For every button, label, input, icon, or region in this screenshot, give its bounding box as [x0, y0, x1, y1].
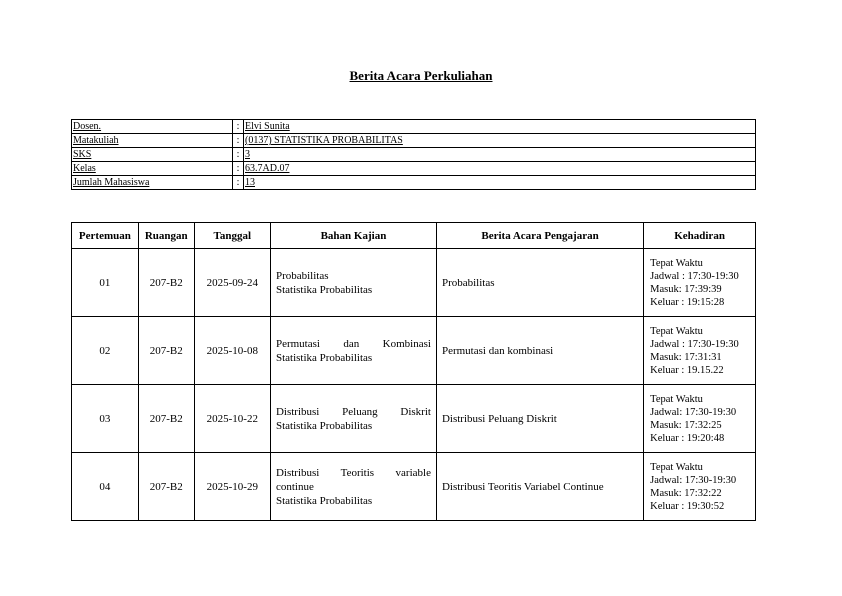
bahan-course: Statistika Probabilitas: [275, 351, 373, 364]
header-tanggal: Tanggal: [194, 223, 270, 249]
kehadiran-keluar: Keluar : 19:15:28: [650, 296, 725, 308]
bahan-course: Statistika Probabilitas: [275, 419, 373, 432]
kehadiran-masuk: Masuk: 17:31:31: [650, 351, 722, 363]
bahan-course: Statistika Probabilitas: [275, 494, 373, 507]
cell-berita-acara: Permutasi dan kombinasi: [436, 317, 643, 385]
kehadiran-status: Tepat Waktu: [650, 461, 703, 473]
info-label: Matakuliah: [72, 134, 233, 148]
cell-ruangan: 207-B2: [138, 249, 194, 317]
course-info-table: [71, 119, 756, 190]
kehadiran-jadwal: Jadwal: 17:30-19:30: [650, 474, 737, 486]
kehadiran-masuk: Masuk: 17:39:39: [650, 283, 722, 295]
info-colon: :: [233, 134, 244, 148]
info-row-jumlah-mahasiswa: [72, 176, 756, 190]
bahan-topic: Probabilitas: [275, 269, 329, 282]
info-value: Elvi Sunita: [244, 120, 756, 134]
kehadiran-keluar: Keluar : 19.15.22: [650, 364, 724, 376]
kehadiran-masuk: Masuk: 17:32:25: [650, 419, 722, 431]
info-row-dosen: [72, 120, 756, 134]
info-value: 13: [244, 176, 756, 190]
cell-bahan-kajian: [270, 453, 436, 521]
info-colon: :: [233, 148, 244, 162]
kehadiran-jadwal: Jadwal : 17:30-19:30: [650, 338, 739, 350]
table-row: [72, 317, 756, 385]
cell-bahan-kajian: [270, 317, 436, 385]
cell-pertemuan: 03: [72, 385, 139, 453]
bahan-topic: Permutasi dan Kombinasi: [275, 337, 431, 350]
cell-kehadiran: [644, 249, 756, 317]
cell-berita-acara: Distribusi Peluang Diskrit: [436, 385, 643, 453]
cell-bahan-kajian: [270, 385, 436, 453]
cell-pertemuan: 02: [72, 317, 139, 385]
header-ruangan: Ruangan: [138, 223, 194, 249]
bahan-course: Statistika Probabilitas: [275, 283, 373, 296]
info-value: 3: [244, 148, 756, 162]
table-row: [72, 249, 756, 317]
cell-bahan-kajian: [270, 249, 436, 317]
kehadiran-status: Tepat Waktu: [650, 325, 703, 337]
cell-tanggal: 2025-10-29: [194, 453, 270, 521]
info-colon: :: [233, 162, 244, 176]
bahan-topic: Distribusi Teoritis variable: [275, 466, 431, 479]
cell-tanggal: 2025-09-24: [194, 249, 270, 317]
cell-pertemuan: 01: [72, 249, 139, 317]
lecture-log-table: [71, 222, 756, 521]
info-colon: :: [233, 176, 244, 190]
cell-kehadiran: [644, 385, 756, 453]
kehadiran-masuk: Masuk: 17:32:22: [650, 487, 722, 499]
kehadiran-keluar: Keluar : 19:20:48: [650, 432, 725, 444]
info-label: Jumlah Mahasiswa: [72, 176, 233, 190]
table-header-row: [72, 223, 756, 249]
cell-berita-acara: Probabilitas: [436, 249, 643, 317]
kehadiran-jadwal: Jadwal : 17:30-19:30: [650, 270, 739, 282]
header-berita-acara: Berita Acara Pengajaran: [436, 223, 643, 249]
table-row: [72, 453, 756, 521]
kehadiran-status: Tepat Waktu: [650, 257, 703, 269]
cell-tanggal: 2025-10-22: [194, 385, 270, 453]
info-label: SKS: [72, 148, 233, 162]
cell-ruangan: 207-B2: [138, 385, 194, 453]
info-value: (0137) STATISTIKA PROBABILITAS: [244, 134, 756, 148]
kehadiran-jadwal: Jadwal: 17:30-19:30: [650, 406, 737, 418]
kehadiran-status: Tepat Waktu: [650, 393, 703, 405]
bahan-topic-continued: continue: [275, 480, 314, 493]
table-row: [72, 385, 756, 453]
info-row-kelas: [72, 162, 756, 176]
kehadiran-keluar: Keluar : 19:30:52: [650, 500, 725, 512]
header-bahan-kajian: Bahan Kajian: [270, 223, 436, 249]
page-title: Berita Acara Perkuliahan: [349, 68, 493, 83]
header-kehadiran: Kehadiran: [644, 223, 756, 249]
info-label: Kelas: [72, 162, 233, 176]
cell-kehadiran: [644, 317, 756, 385]
cell-ruangan: 207-B2: [138, 317, 194, 385]
info-label: Dosen.: [72, 120, 233, 134]
info-colon: :: [233, 120, 244, 134]
info-row-matakuliah: [72, 134, 756, 148]
bahan-topic: Distribusi Peluang Diskrit: [275, 405, 431, 418]
cell-tanggal: 2025-10-08: [194, 317, 270, 385]
cell-ruangan: 207-B2: [138, 453, 194, 521]
header-pertemuan: Pertemuan: [72, 223, 139, 249]
info-row-sks: [72, 148, 756, 162]
info-value: 63.7AD.07: [244, 162, 756, 176]
cell-berita-acara: Distribusi Teoritis Variabel Continue: [436, 453, 643, 521]
cell-pertemuan: 04: [72, 453, 139, 521]
cell-kehadiran: [644, 453, 756, 521]
